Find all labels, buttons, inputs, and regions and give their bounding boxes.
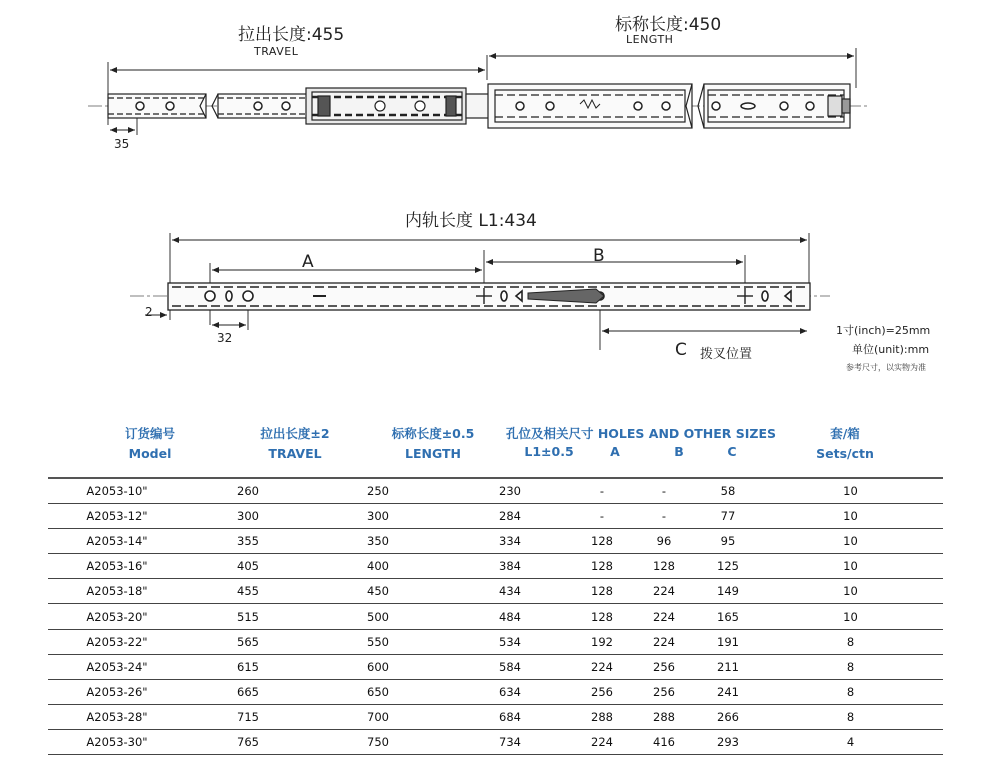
dim-a-label: A — [302, 252, 314, 272]
cell-sets: 8 — [758, 679, 943, 704]
cell-sets: 8 — [758, 704, 943, 729]
cell-l1: 584 — [446, 654, 574, 679]
cell-travel: 455 — [186, 579, 310, 604]
cell-a: 128 — [574, 579, 630, 604]
cell-l1: 684 — [446, 704, 574, 729]
cell-travel: 565 — [186, 629, 310, 654]
cell-b: 256 — [630, 654, 698, 679]
length-label-en: LENGTH — [626, 33, 674, 46]
cell-travel: 405 — [186, 554, 310, 579]
cell-travel: 615 — [186, 654, 310, 679]
cell-a: - — [574, 478, 630, 504]
cell-sets: 4 — [758, 729, 943, 754]
cell-sets: 10 — [758, 478, 943, 504]
cell-sets: 8 — [758, 654, 943, 679]
cell-b: 224 — [630, 579, 698, 604]
cell-c: 58 — [698, 478, 758, 504]
cell-sets: 10 — [758, 604, 943, 629]
cell-a: 128 — [574, 604, 630, 629]
cell-length: 250 — [310, 478, 446, 504]
cell-a: 192 — [574, 629, 630, 654]
table-row — [48, 478, 943, 504]
cell-travel: 665 — [186, 679, 310, 704]
cell-length: 350 — [310, 529, 446, 554]
cell-length: 550 — [310, 629, 446, 654]
cell-l1: 534 — [446, 629, 574, 654]
cell-c: 149 — [698, 579, 758, 604]
cell-length: 750 — [310, 729, 446, 754]
col-header-b: B — [674, 444, 684, 459]
cell-b: - — [630, 504, 698, 529]
cell-c: 241 — [698, 679, 758, 704]
cell-b: 96 — [630, 529, 698, 554]
cell-c: 77 — [698, 504, 758, 529]
cell-l1: 434 — [446, 579, 574, 604]
cell-model: A2053-28" — [48, 704, 186, 729]
table-row — [48, 529, 943, 554]
dim-32-label: 32 — [217, 331, 233, 345]
cell-model: A2053-20" — [48, 604, 186, 629]
fork-position-label: 拨叉位置 — [700, 347, 753, 362]
cell-length: 700 — [310, 704, 446, 729]
length-label-cn: 标称长度:450 — [615, 15, 722, 35]
cell-travel: 260 — [186, 478, 310, 504]
cell-sets: 10 — [758, 554, 943, 579]
cell-length: 400 — [310, 554, 446, 579]
end-stopper-icon — [828, 96, 850, 116]
slide-drawing-top — [0, 0, 1000, 160]
cell-travel: 300 — [186, 504, 310, 529]
col-header-model: 订货编号 Model — [124, 426, 175, 461]
cell-model: A2053-18" — [48, 579, 186, 604]
cell-b: 224 — [630, 604, 698, 629]
travel-label-cn: 拉出长度:455 — [238, 25, 345, 45]
table-row — [48, 704, 943, 729]
spec-table — [48, 477, 943, 755]
cell-a: 128 — [574, 554, 630, 579]
inner-rail-title: 内轨长度 L1:434 — [405, 211, 537, 231]
cell-length: 600 — [310, 654, 446, 679]
table-row — [48, 654, 943, 679]
cell-model: A2053-30" — [48, 729, 186, 754]
cell-b: 256 — [630, 679, 698, 704]
unit-note: 单位(unit):mm — [852, 343, 930, 356]
dim-b-label: B — [593, 246, 605, 266]
cell-length: 500 — [310, 604, 446, 629]
cell-b: - — [630, 478, 698, 504]
cell-l1: 384 — [446, 554, 574, 579]
cell-a: - — [574, 504, 630, 529]
cell-model: A2053-24" — [48, 654, 186, 679]
reference-note: 参考尺寸，以实物为准 — [846, 363, 926, 372]
cell-b: 416 — [630, 729, 698, 754]
cell-b: 288 — [630, 704, 698, 729]
table-row — [48, 554, 943, 579]
cell-model: A2053-14" — [48, 529, 186, 554]
cell-length: 650 — [310, 679, 446, 704]
cell-c: 191 — [698, 629, 758, 654]
col-header-holes: 孔位及相关尺寸 HOLES AND OTHER SIZES — [505, 426, 777, 441]
cell-travel: 515 — [186, 604, 310, 629]
cell-l1: 334 — [446, 529, 574, 554]
cell-b: 128 — [630, 554, 698, 579]
table-row — [48, 579, 943, 604]
cell-c: 165 — [698, 604, 758, 629]
cell-l1: 230 — [446, 478, 574, 504]
cell-l1: 484 — [446, 604, 574, 629]
cell-length: 300 — [310, 504, 446, 529]
cell-l1: 634 — [446, 679, 574, 704]
cell-a: 256 — [574, 679, 630, 704]
cell-c: 125 — [698, 554, 758, 579]
cell-sets: 10 — [758, 579, 943, 604]
col-header-travel: 拉出长度±2 TRAVEL — [260, 426, 330, 461]
cell-a: 224 — [574, 729, 630, 754]
cell-model: A2053-12" — [48, 504, 186, 529]
cell-model: A2053-26" — [48, 679, 186, 704]
cell-l1: 284 — [446, 504, 574, 529]
inch-note: 1寸(inch)=25mm — [836, 324, 931, 337]
dim-c-label: C — [675, 340, 687, 360]
cell-c: 266 — [698, 704, 758, 729]
cell-travel: 355 — [186, 529, 310, 554]
ball-cage-top — [306, 88, 466, 124]
cell-a: 224 — [574, 654, 630, 679]
cell-travel: 765 — [186, 729, 310, 754]
table-row — [48, 604, 943, 629]
col-header-length: 标称长度±0.5 LENGTH — [391, 426, 475, 461]
cell-a: 128 — [574, 529, 630, 554]
col-header-sets: 套/箱 Sets/ctn — [816, 426, 874, 461]
dim-35-label: 35 — [114, 137, 130, 151]
cell-b: 224 — [630, 629, 698, 654]
col-header-l1: L1±0.5 — [524, 444, 574, 459]
table-row — [48, 679, 943, 704]
cell-model: A2053-22" — [48, 629, 186, 654]
cell-sets: 8 — [758, 629, 943, 654]
dim-2-label: 2 — [145, 305, 153, 319]
cell-sets: 10 — [758, 504, 943, 529]
inner-rail-drawing — [0, 225, 1000, 360]
cell-travel: 715 — [186, 704, 310, 729]
cell-c: 95 — [698, 529, 758, 554]
cell-sets: 10 — [758, 529, 943, 554]
cell-c: 293 — [698, 729, 758, 754]
cell-a: 288 — [574, 704, 630, 729]
cell-c: 211 — [698, 654, 758, 679]
col-header-a: A — [610, 444, 620, 459]
cell-l1: 734 — [446, 729, 574, 754]
table-row — [48, 504, 943, 529]
travel-label-en: TRAVEL — [254, 45, 299, 58]
cell-length: 450 — [310, 579, 446, 604]
cell-model: A2053-10" — [48, 478, 186, 504]
col-header-c: C — [727, 444, 737, 459]
table-row — [48, 629, 943, 654]
table-row — [48, 729, 943, 754]
cell-model: A2053-16" — [48, 554, 186, 579]
